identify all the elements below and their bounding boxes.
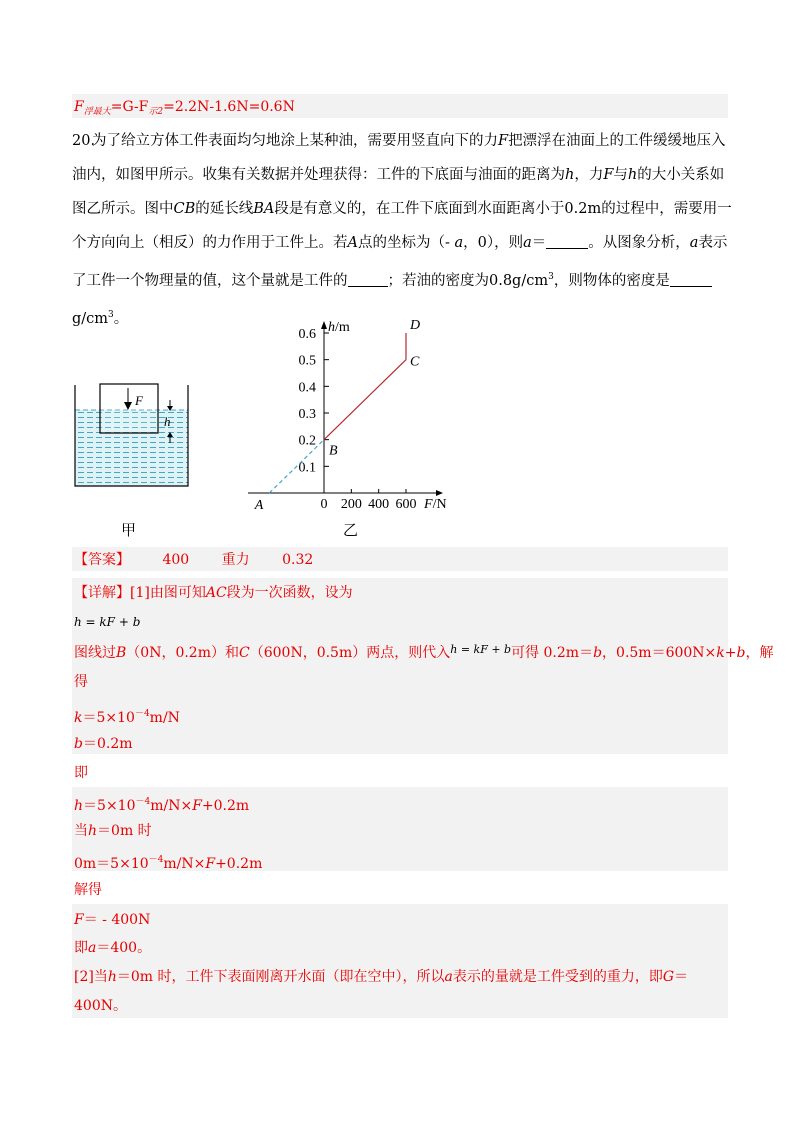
point-label-D: D	[410, 318, 421, 333]
text: （0N，0.2m）和	[126, 645, 239, 661]
text: ，则物体的密度是	[553, 273, 670, 289]
detail-when-line	[74, 822, 152, 840]
answer-value-3: 0.32	[282, 552, 314, 568]
symbol-a: a	[689, 235, 699, 251]
text: 与	[613, 167, 628, 183]
question-number: 20.	[72, 133, 96, 149]
text: ，0.5m＝600N×	[602, 645, 717, 661]
text: ，解	[745, 645, 774, 661]
text: 当	[74, 823, 88, 839]
detail-F-value	[74, 911, 150, 929]
text: ，力	[574, 167, 604, 183]
text: ＝	[531, 235, 547, 251]
symbol-h: h	[565, 167, 575, 183]
text: 的大小关系如	[637, 167, 725, 183]
text: ＝400。	[96, 940, 152, 956]
text: 可得 0.2m＝	[511, 645, 594, 661]
symbol-F: F	[192, 798, 202, 814]
symbol-F: F	[498, 133, 509, 149]
text: 图线过	[74, 645, 116, 661]
point-label-B: B	[329, 443, 338, 459]
text: 把漂浮在油面上的工件缓缓地压入	[508, 133, 726, 149]
detail-band-1	[72, 578, 728, 754]
question-line-2	[72, 158, 732, 192]
text: +0.2m	[201, 798, 250, 814]
exponent: －4	[134, 709, 150, 719]
answer-value-1: 400	[162, 552, 190, 568]
detail-part-2-line-2: 400N。	[74, 998, 127, 1014]
text: 图乙所示。图中	[72, 201, 174, 217]
text: 表示的量就是工件受到的重力，即	[452, 969, 663, 985]
segment-AC: AC	[205, 585, 227, 601]
answer-blank-3[interactable]	[670, 272, 712, 287]
detail-line-3: 得	[74, 674, 88, 690]
text: +0.2m	[215, 856, 263, 872]
y-tick-label: 0.4	[298, 380, 316, 396]
series-line-0	[324, 360, 406, 440]
detail-part-2-line-1	[74, 968, 688, 986]
text: ＝5×10	[83, 798, 136, 814]
point-A: A	[347, 235, 358, 251]
text: ，0），则	[463, 235, 524, 251]
figure-yi-chart	[240, 315, 460, 515]
text: m/N	[149, 710, 180, 726]
x-tick-label: 200	[340, 497, 362, 512]
text: 段是有意义的，在工件下底面到水面距离小于	[274, 201, 565, 217]
text: （600N，0.5m）两点，则代入	[249, 645, 451, 661]
detail-ji-1: 即	[74, 765, 88, 781]
point-B: B	[116, 645, 127, 661]
text: ＝0m 时	[97, 823, 152, 839]
y-tick-label: 0.6	[298, 327, 316, 342]
y-tick-label: 0.1	[298, 460, 316, 476]
symbol-k: k	[74, 710, 83, 726]
detail-formula: h = kF + b	[74, 615, 141, 629]
text: - a	[444, 235, 464, 251]
y-tick-label: 0.5	[298, 353, 316, 369]
y-tick-label: 0.3	[298, 407, 316, 422]
text: 即	[74, 940, 88, 956]
y-axis-arrow	[321, 321, 327, 329]
caption-yi: 乙	[343, 521, 359, 539]
symbol-F: F	[205, 856, 216, 872]
symbol-F: F	[74, 912, 84, 928]
text: m/N×	[163, 856, 206, 872]
workpiece	[100, 384, 158, 433]
text: 个方向向上（相反）的力作用于工件上。若	[72, 235, 348, 251]
detail-band-3	[72, 904, 728, 1018]
text: m/N×	[150, 798, 193, 814]
text: 。	[113, 311, 129, 327]
symbol-F: F	[603, 167, 614, 183]
symbol-b: b	[593, 645, 603, 661]
detail-line-1	[74, 584, 353, 602]
detail-label: 【详解】	[74, 585, 130, 601]
detail-jiede: 解得	[74, 882, 102, 898]
symbol-a: a	[523, 235, 532, 251]
question-line-3	[72, 192, 732, 226]
exponent: －4	[135, 797, 151, 807]
symbol-h: h	[74, 798, 84, 814]
detail-k-value	[74, 705, 180, 727]
text: 了工件一个物理量的值，这个量就是工件的	[72, 273, 348, 289]
answer-line	[74, 551, 313, 569]
text: [1]由图可知	[130, 585, 206, 601]
text: ＝0m 时，工件下表面刚离开水面（即在空中），所以	[116, 969, 445, 985]
symbol-b: b	[736, 645, 746, 661]
text: ＝0.2m	[82, 736, 133, 752]
text: ；若油的密度为	[387, 273, 489, 289]
symbol-h: h	[88, 823, 98, 839]
point-label-C: C	[410, 354, 420, 370]
superscript: 3	[548, 272, 554, 282]
text: 0.8g/cm	[489, 273, 549, 289]
symbol-h: h	[627, 167, 638, 183]
subscript: 浮最大	[83, 107, 111, 117]
text: ＝	[674, 969, 689, 985]
h-label: h	[164, 414, 171, 429]
detail-b-value	[74, 735, 133, 753]
text: 的延长线	[195, 201, 254, 217]
text: 的过程中，需要用一	[601, 201, 732, 217]
subscript: 示2	[148, 107, 164, 117]
symbol-G: G	[662, 969, 675, 985]
text: +	[724, 645, 737, 661]
text: 油内，如图甲所示。收集有关数据并处理获得：工件的下底面与油面的距离为	[72, 167, 565, 183]
y-axis-label: h/m	[328, 320, 350, 335]
text: 点的坐标为（	[357, 235, 445, 251]
answer-value-2: 重力	[221, 552, 250, 568]
text: ＝5×10	[82, 710, 135, 726]
equation-part: =2.2N-1.6N=0.6N	[163, 99, 295, 115]
equation-part: =G-F	[110, 99, 149, 115]
symbol-k: k	[716, 645, 725, 661]
symbol-a: a	[88, 940, 97, 956]
detail-a-value	[74, 939, 151, 957]
text: ＝ - 400N	[83, 912, 151, 928]
origin-label: 0	[320, 497, 328, 512]
symbol-a: a	[444, 969, 453, 985]
text: [2]当	[74, 969, 108, 985]
detail-line-2	[74, 641, 773, 662]
text: 为了给立方体工件表面均匀地涂上某种油，需要用竖直向下的力	[92, 133, 498, 149]
point-label-A: A	[254, 498, 264, 513]
symbol-b: b	[74, 736, 83, 752]
answer-label: 【答案】	[74, 552, 130, 568]
inline-formula: h = kF + b	[450, 643, 512, 656]
symbol-h: h	[107, 969, 117, 985]
figure-jia	[60, 370, 200, 495]
force-label: F	[135, 393, 143, 408]
x-tick-label: 600	[395, 497, 417, 512]
exponent: －4	[148, 855, 164, 865]
text: 表示	[698, 235, 728, 251]
segment-BA: BA	[253, 201, 275, 217]
force-symbol: F	[74, 99, 84, 115]
text: 0.2m	[564, 201, 602, 217]
x-axis-arrow	[436, 490, 443, 496]
answer-blank-1[interactable]	[546, 234, 588, 249]
detail-zero-equation	[74, 851, 262, 873]
text: 段为一次函数，设为	[226, 585, 353, 601]
x-axis-label: F/N	[424, 497, 447, 512]
point-C: C	[239, 645, 250, 661]
detail-h-equation	[74, 793, 249, 815]
question-text	[72, 124, 732, 336]
superscript: 3	[108, 310, 114, 320]
caption-jia: 甲	[121, 521, 137, 539]
y-tick-label: 0.2	[298, 433, 316, 449]
text: 0m＝5×10	[74, 856, 149, 872]
previous-answer-line	[74, 98, 295, 121]
question-line-4	[72, 226, 732, 260]
question-line-1	[72, 124, 732, 158]
question-line-5	[72, 260, 732, 298]
answer-blank-2[interactable]	[348, 272, 388, 287]
segment-CB: CB	[173, 201, 196, 217]
text: g/cm	[72, 311, 109, 327]
x-tick-label: 400	[368, 497, 390, 512]
text: 。从图象分析，	[588, 235, 690, 251]
